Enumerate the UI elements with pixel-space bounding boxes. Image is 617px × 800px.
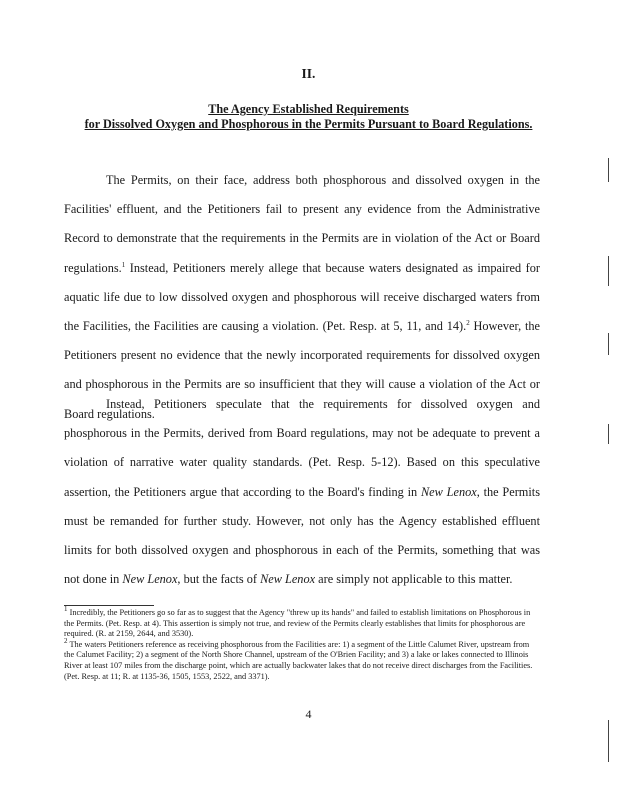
scan-mark [608,158,609,182]
scan-mark [608,256,609,286]
scan-mark [608,720,609,762]
footnote-divider [64,605,154,606]
footnote-2 [64,637,540,682]
footnote-ref-1: 1 [121,260,126,269]
paragraph-1-sentence-3: However, the Petitioners present no evidence that the newly incorporated requirements for dissolved oxygen and phosphorous in the Permits are so insufficient that they will cause a violation of the Act or Board regulations. [64,319,540,421]
scan-mark [608,424,609,444]
section-heading [0,102,617,132]
paragraph-2-text-3: , but the facts of [177,572,257,587]
footnote-1-text: Incredibly, the Petitioners go so far as to suggest that the Agency "threw up its hands" and failed to establish limitations on Phosphorous in the Permits. (Pet. Resp. at 4). This assertion is simply not true, and review of the Permits clearly establishes that limits for phosphorous are required. (R. at 2159, 2644, and 3530). [64,608,531,639]
paragraph-1-sentence-2: Instead, Petitioners merely allege that because waters designated as impaired for aquatic life due to low dissolved oxygen and phosphorous will receive discharged waters from the Facilities, the Facilities are causing a violation. (Pet. Resp. at 5, 11, and 14). [64,260,540,334]
footnote-ref-2: 2 [466,318,470,327]
case-name-new-lenox: New Lenox [260,572,316,587]
case-name-new-lenox: New Lenox [420,484,477,499]
case-name-new-lenox: New Lenox [122,572,178,587]
section-heading-line2: for Dissolved Oxygen and Phosphorous in the Permits Pursuant to Board Regulations. [84,117,533,131]
scan-mark [608,333,609,355]
paragraph-2 [64,390,540,594]
footnotes [64,605,540,682]
footnote-2-text: The waters Petitioners reference as receiving phosphorous from the Facilities are: 1) a segment of the Little Calumet River, upstream from the Calumet Facility; 2) a segment of the North Shore Channel, upstream of the O'Brien Facility; and 3) a lake or lakes connected to Illinois River at least 107 miles from the discharge point, which are actually backwater lakes that do not receive direct discharges from the Facilities. (Pet. Resp. at 11; R. at 1135-36, 1505, 1553, 2522, and 3371). [64,639,533,681]
footnote-1 [64,605,540,640]
section-heading-line1: The Agency Established Requirements [208,102,409,116]
paragraph-1-sentence-1: The Permits, on their face, address both phosphorous and dissolved oxygen in the Facilities' effluent, and the Petitioners fail to present any evidence from the Administrative Record to demonstrate that the requirements in the Permits are in violation of the Act or Board regulations. [64,173,540,275]
footnote-marker-1: 1 [64,605,68,614]
paragraph-2-text-1: Instead, Petitioners speculate that the requirements for dissolved oxygen and phosphorous in the Permits, derived from Board regulations, may not be adequate to prevent a violation of narrative water quality standards. (Pet. Resp. 5-12). Based on this speculative assertion, the Petitioners argue that according to the Board's finding in [64,397,540,499]
section-number: II. [301,66,316,81]
page-number: 4 [305,707,312,721]
paragraph-2-text-4: are simply not applicable to this matter. [318,572,513,587]
paragraph-2-text-2: , the Permits must be remanded for further study. However, not only has the Agency established effluent limits for both dissolved oxygen and phosphorous in each of the Permits, something that was not done in [64,484,540,587]
footnote-marker-2: 2 [64,637,68,646]
